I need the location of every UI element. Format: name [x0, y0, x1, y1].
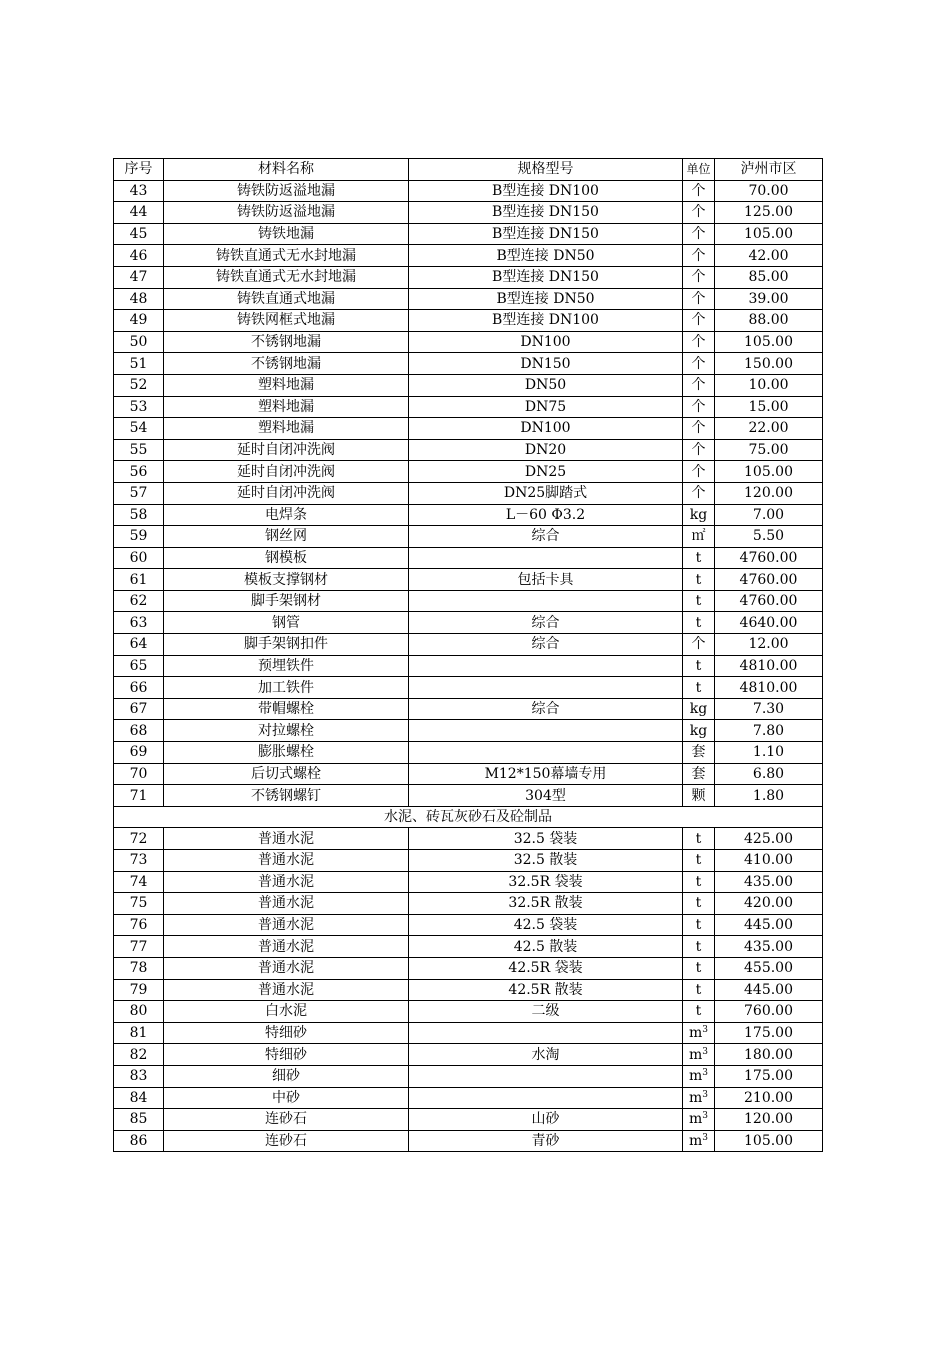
cell-spec: 32.5 袋装 [409, 828, 683, 850]
header-price: 泸州市区 [715, 159, 823, 181]
cell-seq: 81 [114, 1022, 164, 1044]
table-row [114, 720, 823, 742]
cell-material-name: 塑料地漏 [164, 418, 409, 440]
cell-seq: 65 [114, 655, 164, 677]
cell-price: 760.00 [715, 1001, 823, 1023]
cell-material-name: 铸铁直通式地漏 [164, 288, 409, 310]
cell-seq: 74 [114, 871, 164, 893]
cell-spec: 42.5R 散装 [409, 979, 683, 1001]
cell-material-name: 脚手架钢材 [164, 590, 409, 612]
section-title: 水泥、砖瓦灰砂石及砼制品 [114, 806, 823, 828]
cell-seq: 76 [114, 914, 164, 936]
cell-unit: 套 [683, 763, 715, 785]
unit-base: m [688, 1133, 703, 1150]
table-row [114, 1109, 823, 1131]
cell-unit: t [683, 655, 715, 677]
cell-seq: 53 [114, 396, 164, 418]
cell-material-name: 模板支撑钢材 [164, 569, 409, 591]
cell-material-name: 膨胀螺栓 [164, 742, 409, 764]
cell-unit: 个 [683, 223, 715, 245]
table-body-metal [114, 180, 823, 806]
cell-unit: t [683, 1001, 715, 1023]
cell-price: 5.50 [715, 526, 823, 548]
table-row [114, 612, 823, 634]
cell-material-name: 后切式螺栓 [164, 763, 409, 785]
table-row [114, 1130, 823, 1152]
cell-spec [409, 1087, 683, 1109]
unit-superscript: 3 [702, 1025, 708, 1036]
cell-seq: 52 [114, 374, 164, 396]
cell-price: 120.00 [715, 482, 823, 504]
cell-material-name: 连砂石 [164, 1130, 409, 1152]
cell-material-name: 钢管 [164, 612, 409, 634]
cell-spec [409, 1022, 683, 1044]
table-row [114, 1022, 823, 1044]
table-row [114, 245, 823, 267]
cell-spec: DN20 [409, 439, 683, 461]
unit-superscript: 3 [702, 1089, 708, 1100]
cell-spec: 二级 [409, 1001, 683, 1023]
cell-material-name: 普通水泥 [164, 936, 409, 958]
cell-material-name: 普通水泥 [164, 914, 409, 936]
cell-seq: 78 [114, 957, 164, 979]
cell-unit: t [683, 871, 715, 893]
table-row [114, 374, 823, 396]
cell-material-name: 细砂 [164, 1065, 409, 1087]
cell-material-name: 普通水泥 [164, 871, 409, 893]
cell-seq: 64 [114, 634, 164, 656]
cell-seq: 83 [114, 1065, 164, 1087]
table-row [114, 828, 823, 850]
table-row [114, 180, 823, 202]
cell-seq: 71 [114, 785, 164, 807]
unit-base: m [688, 1025, 703, 1042]
cell-spec [409, 547, 683, 569]
cell-unit: 颗 [683, 785, 715, 807]
cell-price: 410.00 [715, 850, 823, 872]
table-row [114, 893, 823, 915]
cell-spec: B型连接 DN50 [409, 245, 683, 267]
cell-price: 105.00 [715, 223, 823, 245]
cell-price: 10.00 [715, 374, 823, 396]
cell-seq: 75 [114, 893, 164, 915]
cell-material-name: 加工铁件 [164, 677, 409, 699]
table-row [114, 569, 823, 591]
header-unit: 单位 [683, 159, 715, 181]
table-row [114, 418, 823, 440]
table-row [114, 1065, 823, 1087]
cell-price: 88.00 [715, 310, 823, 332]
cell-spec: 综合 [409, 612, 683, 634]
cell-unit: ㎡ [683, 526, 715, 548]
table-row [114, 504, 823, 526]
cell-material-name: 铸铁直通式无水封地漏 [164, 266, 409, 288]
table-row [114, 677, 823, 699]
cell-unit [683, 1130, 715, 1152]
cell-unit: 个 [683, 202, 715, 224]
cell-price: 175.00 [715, 1022, 823, 1044]
cell-seq: 47 [114, 266, 164, 288]
cell-material-name: 钢模板 [164, 547, 409, 569]
table-row [114, 763, 823, 785]
cell-spec: L－60 Φ3.2 [409, 504, 683, 526]
table-body-cement [114, 828, 823, 1152]
table-row [114, 936, 823, 958]
unit-superscript: 3 [702, 1133, 708, 1144]
cell-price: 445.00 [715, 914, 823, 936]
cell-unit [683, 1022, 715, 1044]
cell-spec [409, 720, 683, 742]
cell-unit: t [683, 936, 715, 958]
cell-price: 4640.00 [715, 612, 823, 634]
cell-price: 120.00 [715, 1109, 823, 1131]
cell-spec [409, 742, 683, 764]
cell-seq: 82 [114, 1044, 164, 1066]
cell-material-name: 普通水泥 [164, 828, 409, 850]
cell-unit: t [683, 569, 715, 591]
cell-spec [409, 677, 683, 699]
cell-material-name: 延时自闭冲洗阀 [164, 439, 409, 461]
cell-price: 175.00 [715, 1065, 823, 1087]
unit-superscript: 3 [702, 1068, 708, 1079]
cell-seq: 54 [114, 418, 164, 440]
table-row [114, 742, 823, 764]
cell-price: 22.00 [715, 418, 823, 440]
table-row [114, 850, 823, 872]
cell-material-name: 塑料地漏 [164, 396, 409, 418]
cell-unit: 个 [683, 310, 715, 332]
cell-unit: t [683, 914, 715, 936]
table-row [114, 266, 823, 288]
cell-price: 105.00 [715, 331, 823, 353]
cell-spec: 304型 [409, 785, 683, 807]
cell-spec: DN75 [409, 396, 683, 418]
cell-price: 435.00 [715, 871, 823, 893]
cell-unit: t [683, 612, 715, 634]
header-name: 材料名称 [164, 159, 409, 181]
cell-material-name: 带帽螺栓 [164, 698, 409, 720]
cell-price: 70.00 [715, 180, 823, 202]
cell-seq: 68 [114, 720, 164, 742]
cell-material-name: 脚手架钢扣件 [164, 634, 409, 656]
cell-price: 75.00 [715, 439, 823, 461]
cell-material-name: 延时自闭冲洗阀 [164, 461, 409, 483]
table-row [114, 785, 823, 807]
unit-superscript: 3 [702, 1046, 708, 1057]
cell-seq: 60 [114, 547, 164, 569]
table-row [114, 288, 823, 310]
cell-material-name: 铸铁地漏 [164, 223, 409, 245]
cell-unit: kg [683, 504, 715, 526]
cell-unit: t [683, 677, 715, 699]
cell-material-name: 不锈钢地漏 [164, 353, 409, 375]
cell-seq: 67 [114, 698, 164, 720]
cell-unit: t [683, 590, 715, 612]
cell-spec [409, 655, 683, 677]
cell-price: 6.80 [715, 763, 823, 785]
table-row [114, 461, 823, 483]
table-row [114, 396, 823, 418]
cell-price: 420.00 [715, 893, 823, 915]
cell-price: 39.00 [715, 288, 823, 310]
table-row [114, 871, 823, 893]
table-row [114, 1087, 823, 1109]
cell-spec: DN100 [409, 418, 683, 440]
cell-material-name: 塑料地漏 [164, 374, 409, 396]
cell-spec: 山砂 [409, 1109, 683, 1131]
table-section [114, 806, 823, 828]
cell-price: 42.00 [715, 245, 823, 267]
cell-seq: 58 [114, 504, 164, 526]
cell-price: 425.00 [715, 828, 823, 850]
header-seq: 序号 [114, 159, 164, 181]
cell-material-name: 延时自闭冲洗阀 [164, 482, 409, 504]
cell-unit: kg [683, 720, 715, 742]
cell-unit: 个 [683, 461, 715, 483]
cell-price: 150.00 [715, 353, 823, 375]
cell-seq: 55 [114, 439, 164, 461]
cell-spec: B型连接 DN50 [409, 288, 683, 310]
cell-seq: 80 [114, 1001, 164, 1023]
table-row [114, 331, 823, 353]
cell-material-name: 普通水泥 [164, 979, 409, 1001]
cell-seq: 77 [114, 936, 164, 958]
cell-price: 15.00 [715, 396, 823, 418]
cell-unit: 个 [683, 331, 715, 353]
cell-unit: 个 [683, 353, 715, 375]
cell-spec: B型连接 DN100 [409, 180, 683, 202]
cell-seq: 69 [114, 742, 164, 764]
cell-seq: 86 [114, 1130, 164, 1152]
cell-price: 445.00 [715, 979, 823, 1001]
cell-seq: 66 [114, 677, 164, 699]
table-row [114, 482, 823, 504]
cell-seq: 51 [114, 353, 164, 375]
cell-price: 7.30 [715, 698, 823, 720]
cell-material-name: 连砂石 [164, 1109, 409, 1131]
table-row [114, 979, 823, 1001]
cell-unit: t [683, 957, 715, 979]
cell-spec: 32.5R 袋装 [409, 871, 683, 893]
cell-unit: t [683, 893, 715, 915]
cell-price: 12.00 [715, 634, 823, 656]
cell-material-name: 钢丝网 [164, 526, 409, 548]
cell-seq: 72 [114, 828, 164, 850]
table-row [114, 1044, 823, 1066]
table-row [114, 547, 823, 569]
cell-unit: 个 [683, 396, 715, 418]
cell-price: 435.00 [715, 936, 823, 958]
cell-unit: t [683, 547, 715, 569]
cell-material-name: 普通水泥 [164, 957, 409, 979]
unit-base: m [688, 1111, 703, 1128]
unit-base: m [688, 1068, 703, 1085]
cell-material-name: 铸铁网框式地漏 [164, 310, 409, 332]
table-row [114, 1001, 823, 1023]
cell-seq: 43 [114, 180, 164, 202]
cell-spec: 青砂 [409, 1130, 683, 1152]
price-table [113, 158, 823, 1152]
cell-unit: 个 [683, 482, 715, 504]
table-row [114, 914, 823, 936]
table-row [114, 223, 823, 245]
cell-material-name: 不锈钢地漏 [164, 331, 409, 353]
cell-seq: 48 [114, 288, 164, 310]
cell-spec: 42.5 袋装 [409, 914, 683, 936]
cell-seq: 49 [114, 310, 164, 332]
cell-unit: t [683, 979, 715, 1001]
table-row [114, 698, 823, 720]
cell-unit: 个 [683, 374, 715, 396]
cell-price: 4810.00 [715, 655, 823, 677]
cell-material-name: 中砂 [164, 1087, 409, 1109]
cell-seq: 85 [114, 1109, 164, 1131]
cell-seq: 63 [114, 612, 164, 634]
cell-spec [409, 590, 683, 612]
table-row [114, 439, 823, 461]
unit-superscript: 3 [702, 1111, 708, 1122]
table-row [114, 310, 823, 332]
cell-spec: B型连接 DN150 [409, 202, 683, 224]
cell-spec: 32.5 散装 [409, 850, 683, 872]
header-row [114, 159, 823, 181]
cell-material-name: 特细砂 [164, 1022, 409, 1044]
cell-material-name: 普通水泥 [164, 850, 409, 872]
cell-seq: 57 [114, 482, 164, 504]
cell-price: 1.10 [715, 742, 823, 764]
cell-price: 180.00 [715, 1044, 823, 1066]
cell-seq: 79 [114, 979, 164, 1001]
cell-seq: 73 [114, 850, 164, 872]
cell-price: 85.00 [715, 266, 823, 288]
cell-spec: B型连接 DN150 [409, 223, 683, 245]
cell-unit: 个 [683, 180, 715, 202]
cell-unit: 个 [683, 245, 715, 267]
cell-spec: 综合 [409, 634, 683, 656]
table-row [114, 590, 823, 612]
table-row [114, 202, 823, 224]
header-spec: 规格型号 [409, 159, 683, 181]
cell-seq: 50 [114, 331, 164, 353]
cell-spec [409, 1065, 683, 1087]
cell-unit: 个 [683, 288, 715, 310]
cell-unit [683, 1065, 715, 1087]
cell-price: 105.00 [715, 461, 823, 483]
cell-unit: 个 [683, 418, 715, 440]
cell-spec: 42.5 散装 [409, 936, 683, 958]
cell-seq: 61 [114, 569, 164, 591]
table-row [114, 957, 823, 979]
cell-material-name: 铸铁防返溢地漏 [164, 202, 409, 224]
cell-price: 4760.00 [715, 569, 823, 591]
cell-seq: 59 [114, 526, 164, 548]
unit-base: m [688, 1046, 703, 1063]
cell-material-name: 铸铁直通式无水封地漏 [164, 245, 409, 267]
cell-spec: 包括卡具 [409, 569, 683, 591]
cell-seq: 44 [114, 202, 164, 224]
cell-price: 7.00 [715, 504, 823, 526]
table-row [114, 526, 823, 548]
cell-seq: 45 [114, 223, 164, 245]
cell-unit: kg [683, 698, 715, 720]
cell-spec: DN25脚踏式 [409, 482, 683, 504]
cell-seq: 46 [114, 245, 164, 267]
cell-spec: 42.5R 袋装 [409, 957, 683, 979]
cell-material-name: 特细砂 [164, 1044, 409, 1066]
cell-seq: 84 [114, 1087, 164, 1109]
cell-unit: 个 [683, 439, 715, 461]
cell-unit: t [683, 850, 715, 872]
cell-spec: M12*150幕墙专用 [409, 763, 683, 785]
cell-material-name: 对拉螺栓 [164, 720, 409, 742]
cell-unit [683, 1109, 715, 1131]
cell-price: 125.00 [715, 202, 823, 224]
cell-spec: 水淘 [409, 1044, 683, 1066]
cell-price: 7.80 [715, 720, 823, 742]
cell-seq: 56 [114, 461, 164, 483]
cell-seq: 70 [114, 763, 164, 785]
cell-price: 1.80 [715, 785, 823, 807]
cell-spec: DN50 [409, 374, 683, 396]
cell-spec: DN100 [409, 331, 683, 353]
cell-spec: 综合 [409, 526, 683, 548]
cell-seq: 62 [114, 590, 164, 612]
cell-price: 455.00 [715, 957, 823, 979]
cell-spec: 32.5R 散装 [409, 893, 683, 915]
table-row [114, 655, 823, 677]
unit-base: m [688, 1089, 703, 1106]
cell-price: 105.00 [715, 1130, 823, 1152]
cell-spec: B型连接 DN100 [409, 310, 683, 332]
cell-unit: 个 [683, 634, 715, 656]
section-row [114, 806, 823, 828]
cell-unit [683, 1087, 715, 1109]
cell-price: 4810.00 [715, 677, 823, 699]
cell-material-name: 预埋铁件 [164, 655, 409, 677]
cell-material-name: 铸铁防返溢地漏 [164, 180, 409, 202]
cell-price: 4760.00 [715, 547, 823, 569]
cell-spec: DN25 [409, 461, 683, 483]
cell-unit [683, 1044, 715, 1066]
cell-spec: B型连接 DN150 [409, 266, 683, 288]
cell-material-name: 白水泥 [164, 1001, 409, 1023]
cell-unit: 个 [683, 266, 715, 288]
cell-spec: 综合 [409, 698, 683, 720]
cell-spec: DN150 [409, 353, 683, 375]
table-row [114, 353, 823, 375]
cell-price: 210.00 [715, 1087, 823, 1109]
cell-material-name: 不锈钢螺钉 [164, 785, 409, 807]
cell-material-name: 普通水泥 [164, 893, 409, 915]
table-row [114, 634, 823, 656]
cell-unit: 套 [683, 742, 715, 764]
cell-price: 4760.00 [715, 590, 823, 612]
cell-material-name: 电焊条 [164, 504, 409, 526]
cell-unit: t [683, 828, 715, 850]
